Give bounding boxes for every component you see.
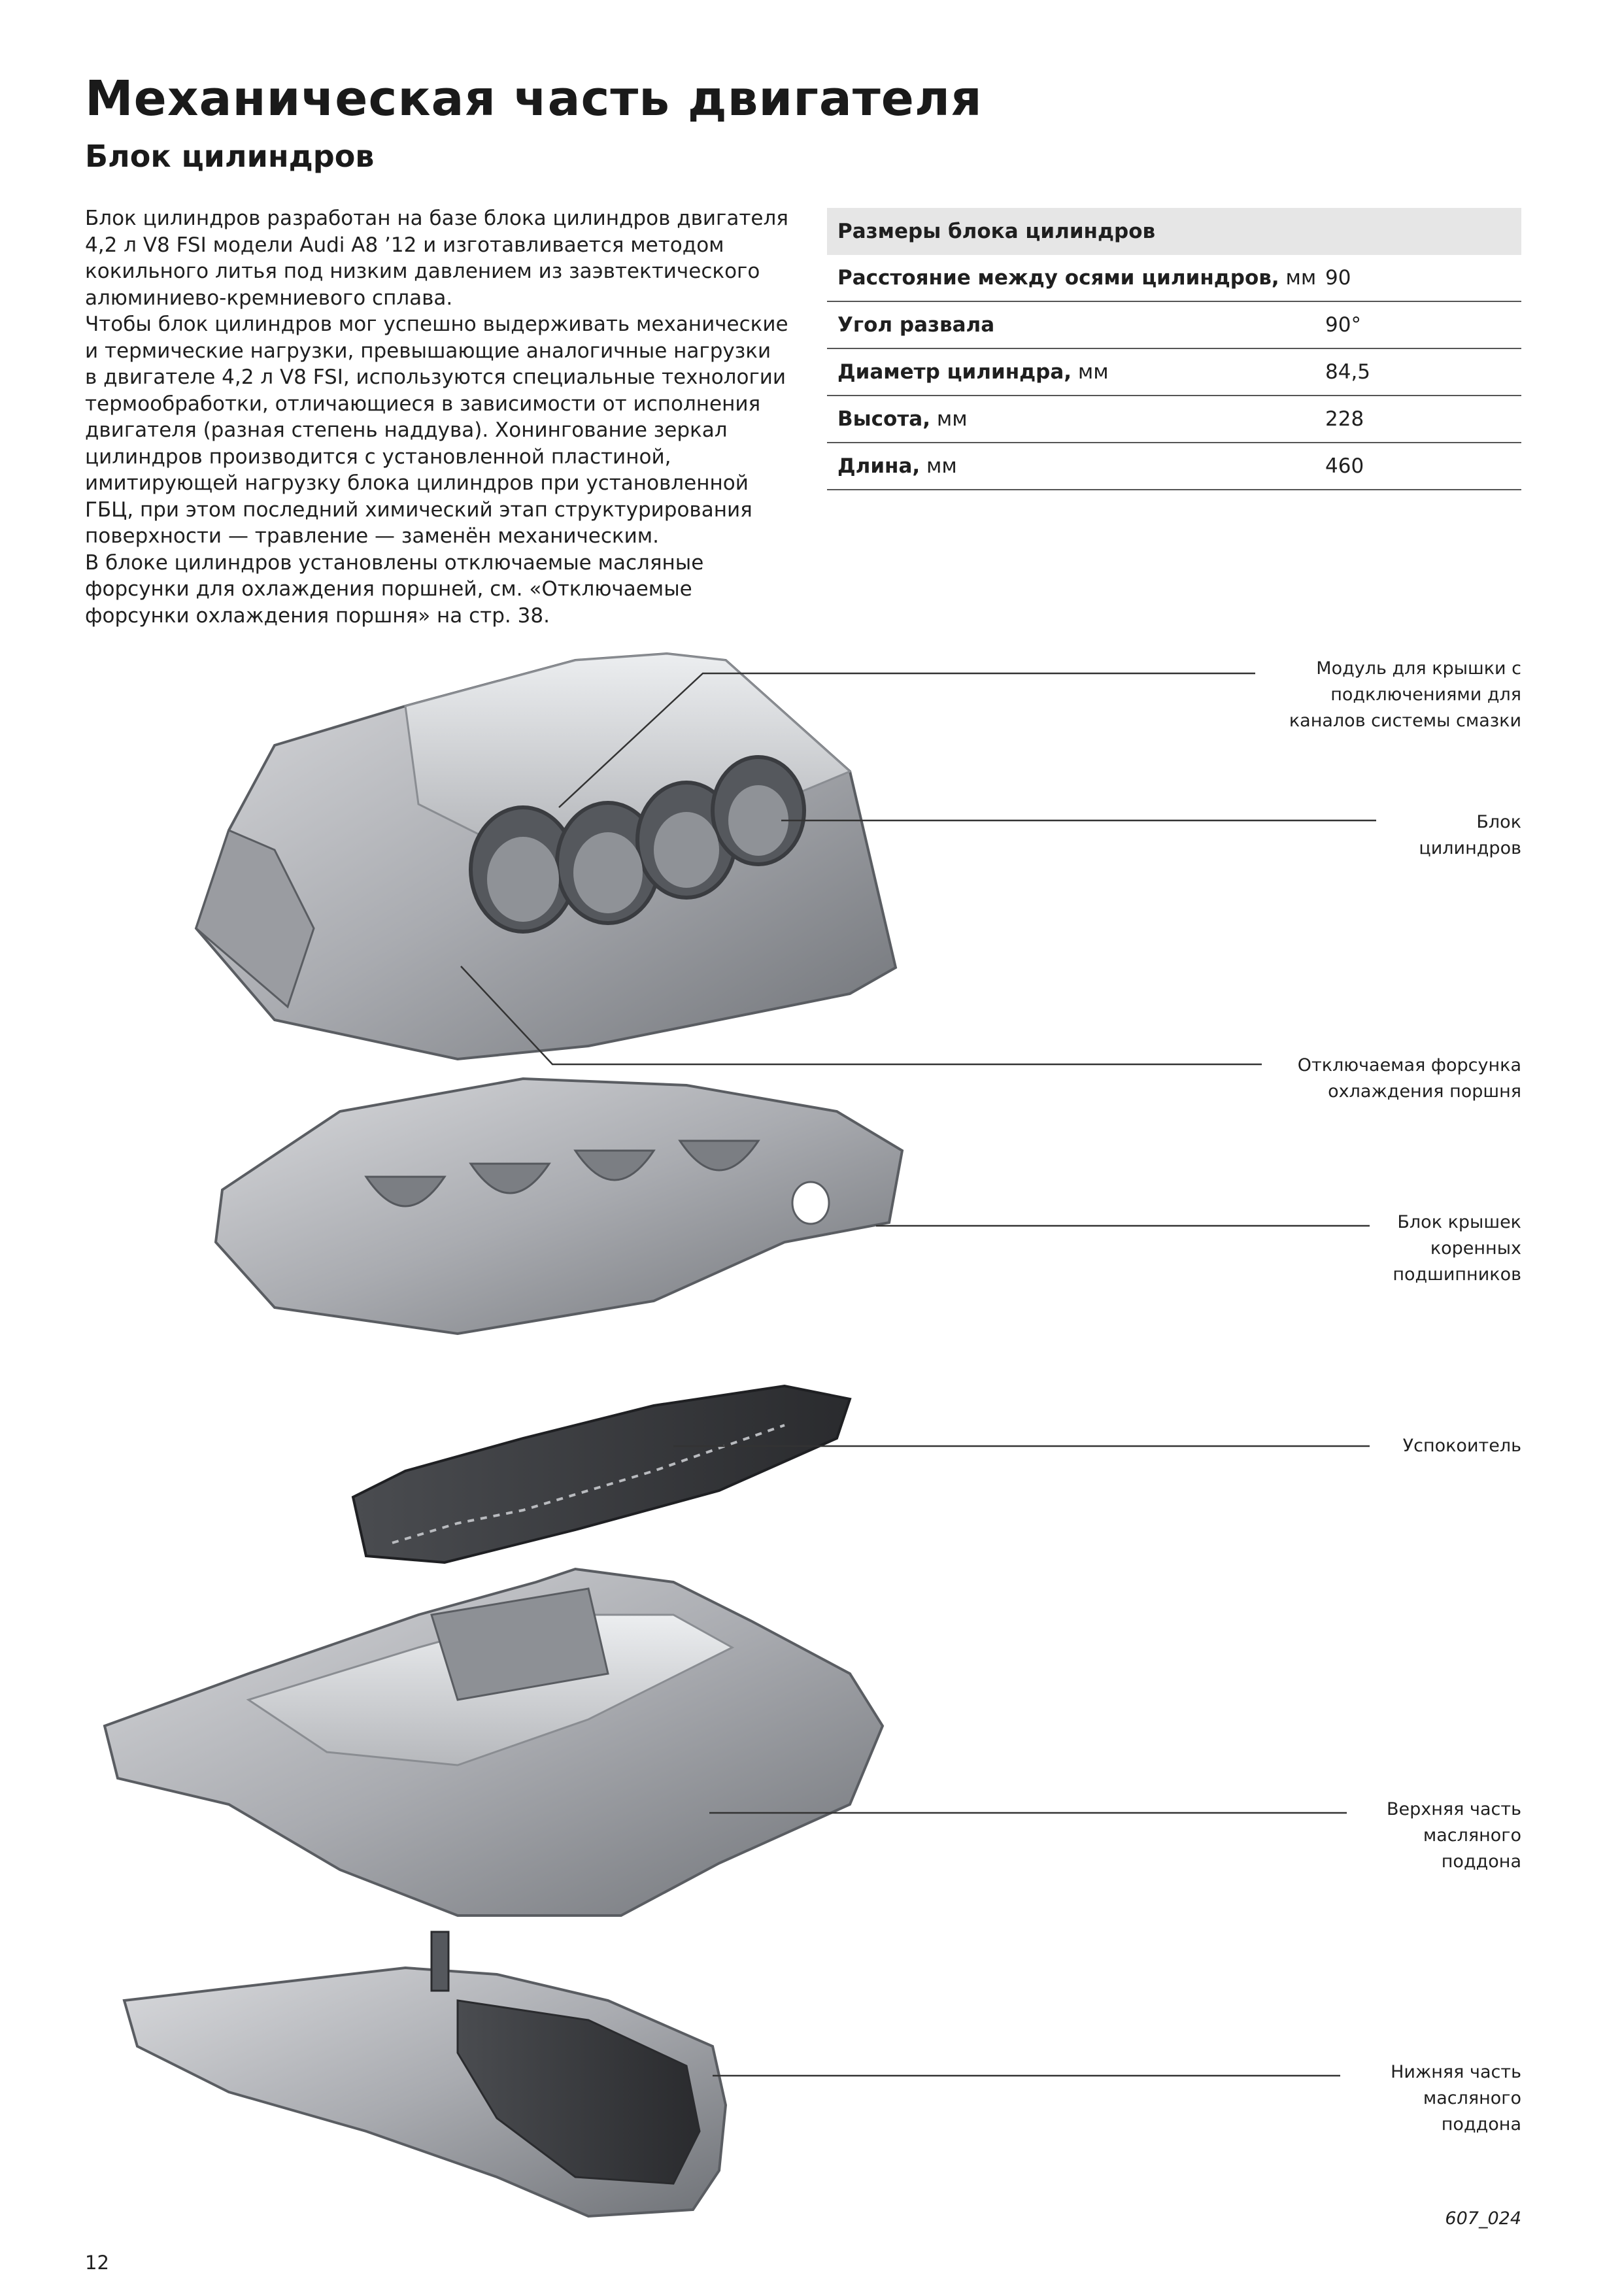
body-line: двигателя (разная степень наддува). Хонингование зеркал	[85, 418, 728, 442]
callout-line: коренных	[1430, 1238, 1521, 1258]
callout-baffle	[1403, 1433, 1521, 1459]
dimensions-table-header-row	[827, 208, 1521, 255]
callout-line: охлаждения поршня	[1328, 1081, 1521, 1102]
dimension-value: 90°	[1320, 301, 1521, 348]
body-line: в двигателе 4,2 л V8 FSI, используются специальные технологии	[85, 365, 786, 389]
callout-line: цилиндров	[1419, 838, 1521, 858]
table-row	[827, 396, 1521, 443]
callout-piston-cooling-jet	[1298, 1053, 1521, 1105]
callout-oil-channel-cover-module	[1289, 656, 1521, 734]
table-row	[827, 301, 1521, 348]
table-row	[827, 348, 1521, 396]
lower-oil-pan-illustration	[124, 1932, 726, 2216]
dimension-label-cell	[827, 396, 1320, 443]
callout-line: поддона	[1441, 2114, 1521, 2135]
dimension-value: 84,5	[1320, 348, 1521, 396]
dimension-label-cell	[827, 301, 1320, 348]
body-line: Блок цилиндров разработан на базе блока цилиндров двигателя	[85, 207, 788, 230]
dimension-label: Диаметр цилиндра,	[837, 360, 1072, 384]
page-title: Механическая часть двигателя	[85, 71, 983, 127]
upper-oil-pan-illustration	[105, 1569, 883, 1916]
callout-line: Модуль для крышки с	[1316, 658, 1521, 679]
dimension-value: 90	[1320, 255, 1521, 301]
dimension-label-cell	[827, 443, 1320, 490]
section-title: Блок цилиндров	[85, 139, 375, 174]
dimensions-table	[827, 208, 1521, 490]
dimension-unit: мм	[1279, 266, 1317, 290]
dimension-label-cell	[827, 348, 1320, 396]
body-line: поверхности — травление — заменён механическим.	[85, 524, 660, 548]
callout-line: подключениями для	[1330, 684, 1521, 705]
body-line: цилиндров производится с установленной пластиной,	[85, 445, 671, 469]
body-text	[85, 205, 811, 629]
body-line: имитирующей нагрузку блока цилиндров при установленной	[85, 471, 749, 495]
body-line: ГБЦ, при этом последний химический этап структурирования	[85, 498, 752, 522]
body-line: и термические нагрузки, превышающие аналогичные нагрузки	[85, 339, 771, 363]
callout-line: Блок	[1476, 812, 1521, 832]
dimension-unit: мм	[1072, 360, 1109, 384]
callout-line: поддона	[1441, 1851, 1521, 1872]
body-line: термообработки, отличающиеся в зависимости от исполнения	[85, 392, 761, 416]
dimension-label: Высота,	[837, 407, 930, 431]
callout-lower-oil-pan	[1391, 2059, 1521, 2138]
baffle-plate-illustration	[353, 1386, 850, 1562]
dimension-unit: мм	[930, 407, 968, 431]
body-line: форсунки для охлаждения поршней, см. «Отключаемые	[85, 577, 692, 601]
body-line: Чтобы блок цилиндров мог успешно выдерживать механические	[85, 312, 788, 336]
callout-line: Верхняя часть	[1387, 1799, 1521, 1819]
callout-line: Отключаемая форсунка	[1297, 1055, 1521, 1075]
callout-line: каналов системы смазки	[1289, 711, 1521, 731]
dimension-label: Длина,	[837, 454, 921, 478]
dimension-label: Расстояние между осями цилиндров,	[837, 266, 1279, 290]
dimensions-table-header: Размеры блока цилиндров	[827, 208, 1521, 255]
body-line: форсунки охлаждения поршня» на стр. 38.	[85, 603, 550, 628]
callout-line: Блок крышек	[1397, 1212, 1521, 1232]
leader-lines	[461, 673, 1376, 2076]
callout-line: масляного	[1423, 1825, 1521, 1846]
bedplate-illustration	[216, 1079, 902, 1334]
callout-line: масляного	[1423, 2088, 1521, 2108]
dimension-value: 228	[1320, 396, 1521, 443]
dimension-unit: мм	[920, 454, 957, 478]
table-row	[827, 255, 1521, 301]
figure-id: 607_024	[1445, 2208, 1521, 2229]
callout-line: Нижняя часть	[1391, 2062, 1521, 2082]
callout-upper-oil-pan	[1387, 1797, 1521, 1875]
callout-cylinder-block	[1419, 809, 1521, 862]
page-number: 12	[85, 2252, 109, 2274]
dimension-label: Угол развала	[837, 313, 995, 337]
dimension-value: 460	[1320, 443, 1521, 490]
body-line: алюминиево-кремниевого сплава.	[85, 286, 453, 310]
body-line: кокильного литья под низким давлением из заэвтектического	[85, 260, 760, 283]
dimension-label-cell	[827, 255, 1320, 301]
cylinder-block-illustration	[196, 654, 896, 1059]
body-line: В блоке цилиндров установлены отключаемые масляные	[85, 550, 704, 575]
callout-line: Успокоитель	[1402, 1436, 1521, 1456]
table-row	[827, 443, 1521, 490]
callout-line: подшипников	[1393, 1264, 1521, 1285]
callout-main-bearing-bedplate	[1393, 1209, 1521, 1288]
body-line: 4,2 л V8 FSI модели Audi A8 ’12 и изготавливается методом	[85, 233, 724, 257]
